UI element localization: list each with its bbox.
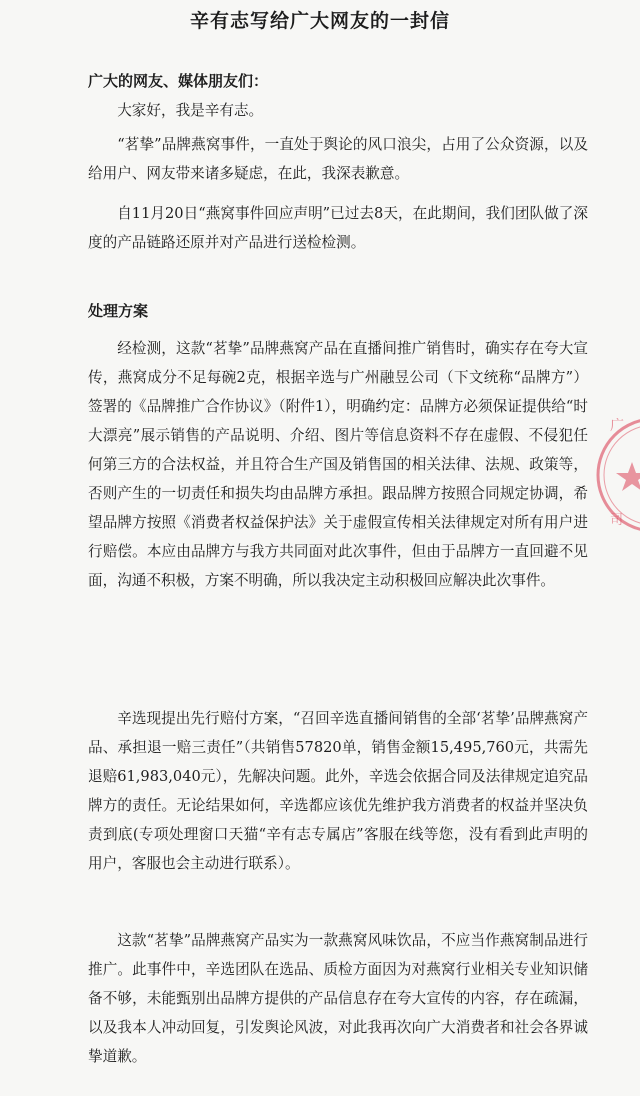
letter-title: 辛有志写给广大网友的一封信 xyxy=(189,10,450,32)
section-title: 处理方案 xyxy=(88,302,149,320)
greeting-paragraph: 大家好，我是辛有志。 xyxy=(117,102,264,119)
apology-paragraph: “茗挚”品牌燕窝事件，一直处于舆论的风口浪尖，占用了公众资源，以及给用户、网友带来诸多疑虑，在此，我深表歉意。 xyxy=(88,136,588,182)
findings-paragraph: 经检测，这款“茗挚”品牌燕窝产品在直播间推广销售时，确实存在夸大宣传，燕窝成分不足每碗2克，根据辛选与广州融昱公司（下文统称“品牌方”）签署的《品牌推广合作协议》（附件1），明确约定：品牌方必须保证提供给“时大漂亮”展示销售的产品说明、介绍、图片等信息资料不存在虚假、不侵犯任何第三方的合法权益，并且符合生产国及销售国的相关法律、法规、政策等，否则产生的一切责任和损失均由品牌方承担。跟品牌方按照合同规定协调，希望品牌方按照《消费者权益保护法》关于虚假宣传相关法律规定对所有用户进行赔偿。本应由品牌方与我方共同面对此次事件，但由于品牌方一直回避不见面，沟通不积极，方案不明确，所以我决定主动积极回应解决此次事件。 xyxy=(88,340,588,589)
salutation: 广大的网友、媒体朋友们： xyxy=(88,72,269,90)
svg-text:广: 广 xyxy=(610,418,624,434)
compensation-paragraph: 辛选现提出先行赔付方案，“召回辛选直播间销售的全部‘茗挚’品牌燕窝产品、承担退一赔三责任”（共销售57820单，销售金额15,495,760元，共需先退赔61,983,040元），先解决问题。此外，辛选会依据合同及法律规定追究品牌方的责任。无论结果如何，辛选都应该优先维护我方消费者的权益并坚决负责到底(专项处理窗口天猫“辛有志专属店”客服在线等您，没有看到此声明的用户，客服也会主动进行联系）。 xyxy=(88,710,588,872)
svg-text:司: 司 xyxy=(610,513,624,528)
company-seal-stamp xyxy=(592,400,640,550)
apology-closing-paragraph: 这款“茗挚”品牌燕窝产品实为一款燕窝风味饮品，不应当作燕窝制品进行推广。此事件中，辛选团队在选品、质检方面因为对燕窝行业相关专业知识储备不够，未能甄别出品牌方提供的产品信息存在夸大宣传的内容，存在疏漏，以及我本人冲动回复，引发舆论风波，对此我再次向广大消费者和社会各界诚挚道歉。 xyxy=(88,932,588,1065)
timeline-paragraph: 自11月20日“燕窝事件回应声明”已过去8天，在此期间，我们团队做了深度的产品链路还原并对产品进行送检检测。 xyxy=(88,205,588,251)
